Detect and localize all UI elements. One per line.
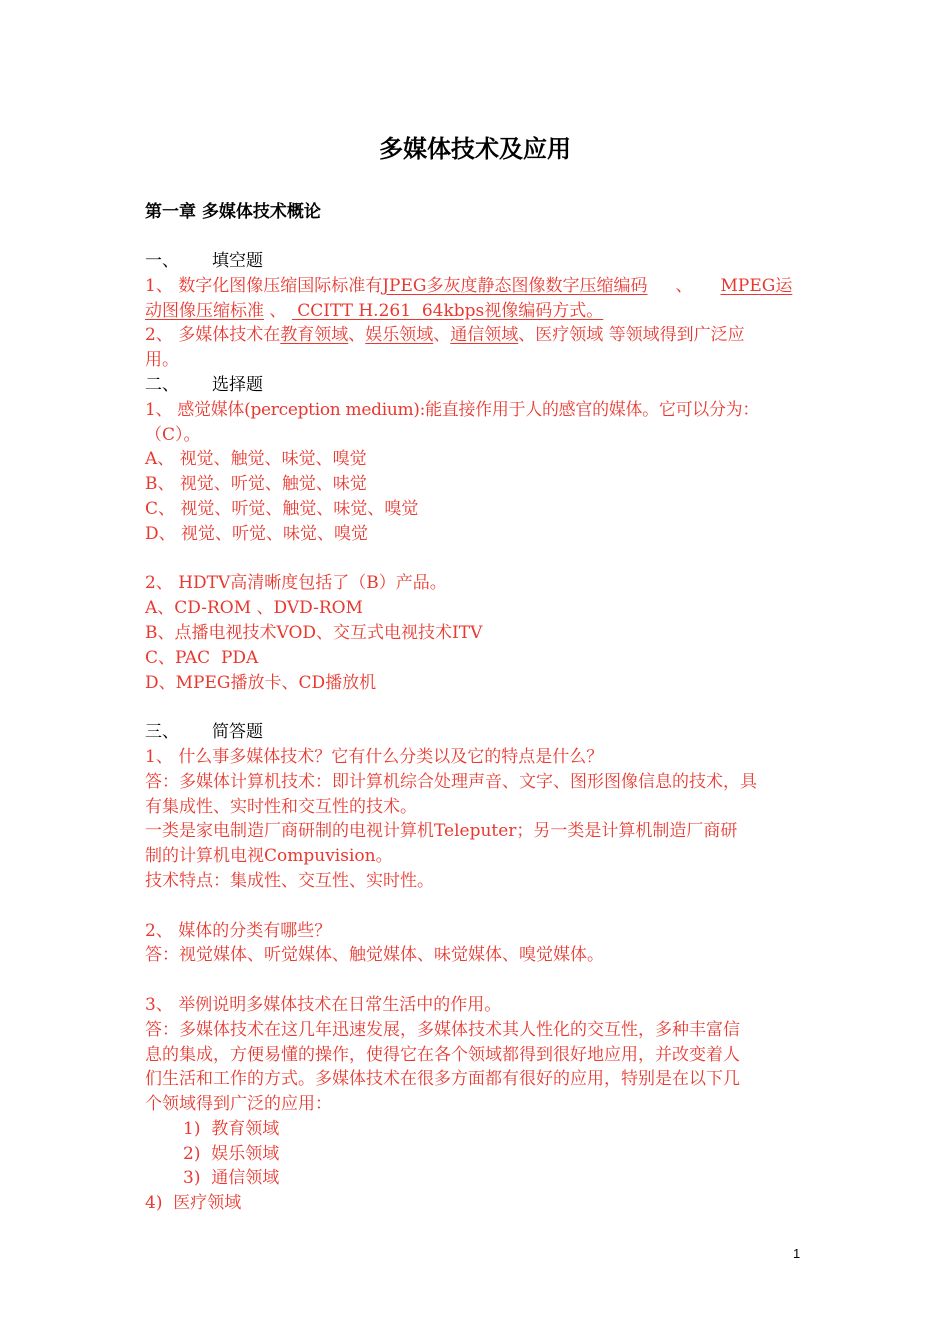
separator: 、 [348, 325, 366, 346]
answer-line: 息的集成，方便易懂的操作，使得它在各个领域都得到很好地应用，并改变着人 [145, 1044, 740, 1065]
blank-line [145, 894, 820, 919]
answer-blank: MPEG运 [720, 275, 793, 296]
section-name: 填空题 [212, 251, 263, 271]
document-body [145, 249, 820, 1216]
answer-line: 答：多媒体计算机技术：即计算机综合处理声音、文字、图形图像信息的技术，具 [145, 771, 757, 792]
answer-blank: JPEG多灰度静态图像数字压缩编码 [382, 275, 648, 296]
section-number: 二、 [145, 374, 179, 395]
choice-question-2: 2、 HDTV高清晰度包括了（B）产品。 [145, 573, 447, 594]
choice-option: D、MPEG播放卡、CD播放机 [145, 672, 377, 693]
short-answer-question-2: 2、 媒体的分类有哪些？ [145, 920, 332, 941]
section-heading-short-answer [145, 720, 820, 745]
section-name: 简答题 [212, 722, 263, 743]
separator: 、 [264, 300, 292, 321]
question-text: 2、 多媒体技术在 [145, 325, 281, 346]
section-name: 选择题 [212, 374, 263, 395]
answer-blank: 娱乐领域 [365, 325, 434, 346]
answer-line: 个领域得到广泛的应用： [145, 1094, 332, 1115]
fill-question-1-line-2 [145, 299, 820, 324]
separator: 、 [433, 325, 451, 346]
choice-option: D、 视觉、听觉、味觉、嗅觉 [145, 523, 369, 544]
choice-question-1-line-2: （C）。 [145, 424, 201, 445]
fill-question-2-line-1 [145, 323, 820, 348]
answer-line: 有集成性、实时性和交互性的技术。 [145, 796, 417, 817]
answer-line: 答：视觉媒体、听觉媒体、触觉媒体、味觉媒体、嗅觉媒体。 [145, 945, 604, 966]
list-item: 3) 通信领域 [183, 1168, 280, 1189]
fill-question-1-line-1 [145, 274, 820, 299]
document-title: 多媒体技术及应用 [379, 135, 571, 163]
section-number: 一、 [145, 251, 179, 271]
answer-line: 一类是家电制造厂商研制的电视计算机Teleputer；另一类是计算机制造厂商研 [145, 821, 738, 842]
choice-question-1-line-1: 1、 感觉媒体(perception medium):能直接作用于人的感官的媒体。它可以分为： [145, 399, 760, 420]
choice-option: A、CD-ROM 、DVD-ROM [145, 598, 363, 619]
short-answer-question-1: 1、 什么事多媒体技术？它有什么分类以及它的特点是什么？ [145, 746, 604, 767]
short-answer-question-3: 3、 举例说明多媒体技术在日常生活中的作用。 [145, 994, 502, 1015]
choice-option: B、点播电视技术VOD、交互式电视技术ITV [145, 622, 483, 643]
section-heading-choice [145, 373, 820, 398]
choice-option: C、PAC PDA [145, 647, 259, 668]
answer-line: 答：多媒体技术在这几年迅速发展，多媒体技术其人性化的交互性，多种丰富信 [145, 1019, 740, 1040]
answer-line: 技术特点：集成性、交互性、实时性。 [145, 870, 434, 891]
answer-line: 们生活和工作的方式。多媒体技术在很多方面都有很好的应用，特别是在以下几 [145, 1069, 740, 1090]
answer-line: 制的计算机电视Compuvision。 [145, 846, 393, 867]
list-item: 2) 娱乐领域 [183, 1143, 280, 1164]
separator: 、 [675, 275, 693, 296]
list-item: 1) 教育领域 [183, 1118, 280, 1139]
answer-blank: 通信领域 [450, 325, 519, 346]
answer-blank: 动图像压缩标准 [145, 300, 264, 321]
blank-line [145, 968, 820, 993]
choice-option: B、 视觉、听觉、触觉、味觉 [145, 474, 367, 495]
answer-blank: 教育领域 [280, 325, 349, 346]
fill-question-2-line-2: 用。 [145, 350, 179, 371]
blank-line [145, 695, 820, 720]
section-heading-fill [145, 249, 820, 274]
section-number: 三、 [145, 722, 179, 743]
choice-option: A、 视觉、触觉、味觉、嗅觉 [145, 449, 367, 470]
choice-option: C、 视觉、听觉、触觉、味觉、嗅觉 [145, 498, 419, 519]
blank-line [145, 547, 820, 572]
page-number: 1 [793, 1246, 801, 1261]
chapter-heading: 第一章 多媒体技术概论 [145, 202, 321, 222]
answer-blank: CCITT H.261 64kbps视像编码方式。 [291, 300, 604, 321]
question-text: 1、 数字化图像压缩国际标准有 [145, 275, 383, 296]
question-text: 、医疗领域 等领域得到广泛应 [518, 325, 745, 346]
list-item: 4) 医疗领域 [145, 1193, 242, 1214]
